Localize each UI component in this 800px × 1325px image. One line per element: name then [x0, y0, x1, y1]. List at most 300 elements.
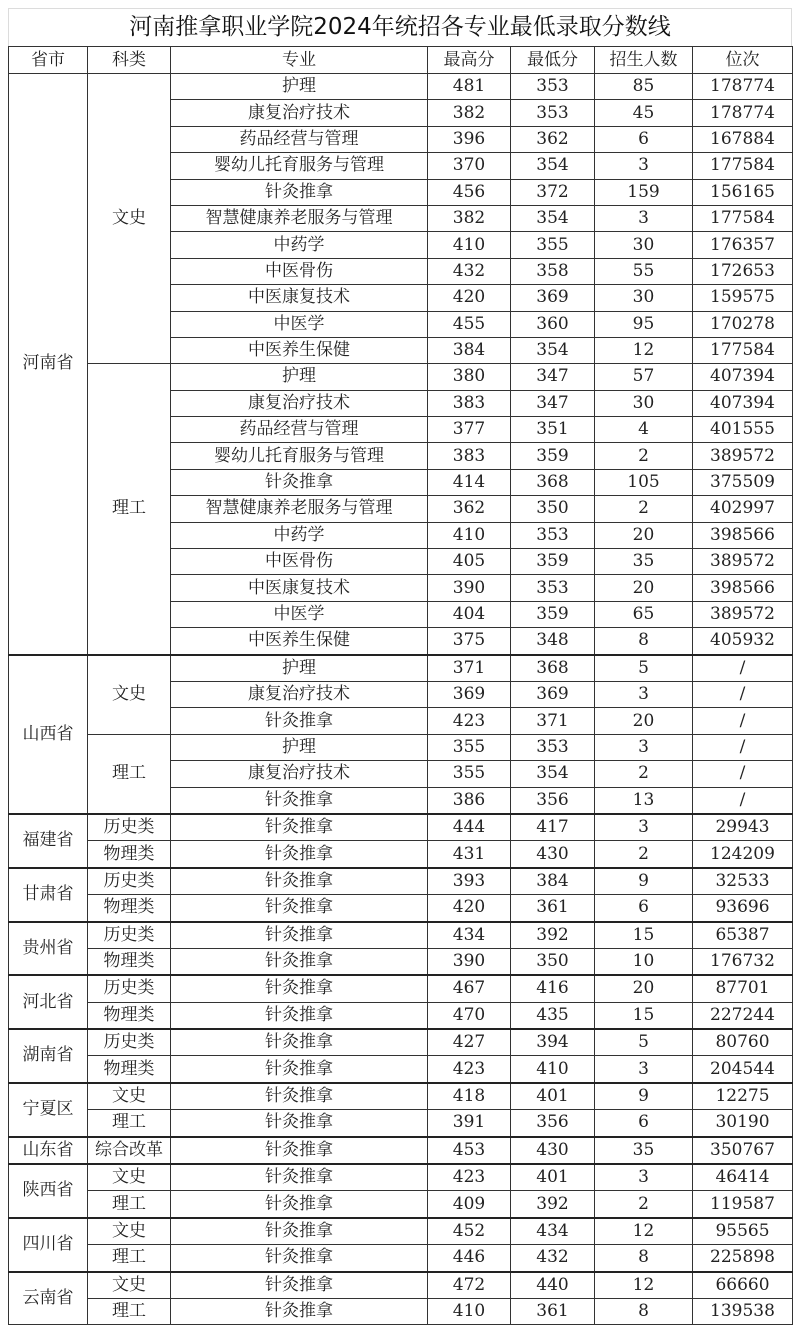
province-cell: 山东省 — [9, 1137, 88, 1164]
min-score-cell: 410 — [511, 1056, 595, 1083]
max-score-cell: 355 — [428, 734, 511, 760]
major-cell: 针灸推拿 — [171, 1029, 428, 1056]
rank-cell: 225898 — [693, 1245, 793, 1272]
min-score-cell: 347 — [511, 364, 595, 390]
table-row — [9, 841, 793, 868]
enrollment-cell: 3 — [595, 734, 693, 760]
major-cell: 针灸推拿 — [171, 787, 428, 814]
enrollment-cell: 45 — [595, 100, 693, 126]
major-cell: 中医骨伤 — [171, 258, 428, 284]
min-score-cell: 348 — [511, 628, 595, 655]
major-cell: 康复治疗技术 — [171, 761, 428, 787]
enrollment-cell: 5 — [595, 1029, 693, 1056]
major-cell: 针灸推拿 — [171, 1137, 428, 1164]
major-cell: 康复治疗技术 — [171, 100, 428, 126]
enrollment-cell: 20 — [595, 975, 693, 1002]
rank-cell: 407394 — [693, 390, 793, 416]
rank-cell: 398566 — [693, 522, 793, 548]
rank-cell: 12275 — [693, 1083, 793, 1110]
enrollment-cell: 6 — [595, 895, 693, 922]
enrollment-cell: 3 — [595, 1056, 693, 1083]
province-cell: 贵州省 — [9, 922, 88, 976]
rank-cell: 389572 — [693, 443, 793, 469]
max-score-cell: 380 — [428, 364, 511, 390]
rank-cell: / — [693, 761, 793, 787]
major-cell: 中医学 — [171, 601, 428, 627]
major-cell: 中医学 — [171, 311, 428, 337]
major-cell: 中药学 — [171, 522, 428, 548]
enrollment-cell: 20 — [595, 708, 693, 734]
min-score-cell: 361 — [511, 895, 595, 922]
max-score-cell: 355 — [428, 761, 511, 787]
enrollment-cell: 3 — [595, 153, 693, 179]
category-cell: 物理类 — [88, 895, 171, 922]
rank-cell: 119587 — [693, 1191, 793, 1218]
max-score-cell: 420 — [428, 895, 511, 922]
rank-cell: / — [693, 655, 793, 682]
category-cell: 物理类 — [88, 1002, 171, 1029]
major-cell: 护理 — [171, 655, 428, 682]
major-cell: 护理 — [171, 364, 428, 390]
province-cell: 云南省 — [9, 1272, 88, 1325]
max-score-cell: 410 — [428, 522, 511, 548]
enrollment-cell: 105 — [595, 469, 693, 495]
min-score-cell: 356 — [511, 787, 595, 814]
min-score-cell: 360 — [511, 311, 595, 337]
enrollment-cell: 12 — [595, 1272, 693, 1299]
min-score-cell: 417 — [511, 814, 595, 841]
category-cell: 理工 — [88, 1191, 171, 1218]
major-cell: 针灸推拿 — [171, 895, 428, 922]
province-cell: 陕西省 — [9, 1164, 88, 1218]
major-cell: 针灸推拿 — [171, 1272, 428, 1299]
enrollment-cell: 2 — [595, 1191, 693, 1218]
category-cell: 物理类 — [88, 841, 171, 868]
header-major: 专业 — [171, 47, 428, 74]
min-score-cell: 354 — [511, 153, 595, 179]
enrollment-cell: 10 — [595, 948, 693, 975]
table-row — [9, 1083, 793, 1110]
table-row — [9, 1272, 793, 1299]
table-row — [9, 734, 793, 760]
rank-cell: 167884 — [693, 126, 793, 152]
rank-cell: 178774 — [693, 74, 793, 100]
rank-cell: 87701 — [693, 975, 793, 1002]
min-score-cell: 350 — [511, 496, 595, 522]
enrollment-cell: 8 — [595, 1245, 693, 1272]
min-score-cell: 371 — [511, 708, 595, 734]
header-category: 科类 — [88, 47, 171, 74]
province-cell: 宁夏区 — [9, 1083, 88, 1137]
major-cell: 针灸推拿 — [171, 841, 428, 868]
table-row — [9, 1029, 793, 1056]
min-score-cell: 354 — [511, 337, 595, 363]
table-row — [9, 814, 793, 841]
category-cell: 物理类 — [88, 948, 171, 975]
min-score-cell: 368 — [511, 655, 595, 682]
rank-cell: 170278 — [693, 311, 793, 337]
max-score-cell: 434 — [428, 922, 511, 949]
table-row — [9, 1110, 793, 1137]
min-score-cell: 359 — [511, 601, 595, 627]
max-score-cell: 375 — [428, 628, 511, 655]
major-cell: 针灸推拿 — [171, 1298, 428, 1324]
min-score-cell: 354 — [511, 205, 595, 231]
max-score-cell: 382 — [428, 205, 511, 231]
min-score-cell: 430 — [511, 841, 595, 868]
enrollment-cell: 6 — [595, 1110, 693, 1137]
enrollment-cell: 2 — [595, 496, 693, 522]
min-score-cell: 369 — [511, 681, 595, 707]
major-cell: 中医康复技术 — [171, 575, 428, 601]
enrollment-cell: 12 — [595, 337, 693, 363]
major-cell: 针灸推拿 — [171, 1245, 428, 1272]
max-score-cell: 404 — [428, 601, 511, 627]
header-enrollment: 招生人数 — [595, 47, 693, 74]
category-cell: 历史类 — [88, 1029, 171, 1056]
enrollment-cell: 15 — [595, 922, 693, 949]
rank-cell: 178774 — [693, 100, 793, 126]
table-row — [9, 74, 793, 100]
category-cell: 历史类 — [88, 922, 171, 949]
min-score-cell: 440 — [511, 1272, 595, 1299]
major-cell: 针灸推拿 — [171, 975, 428, 1002]
min-score-cell: 361 — [511, 1298, 595, 1324]
max-score-cell: 452 — [428, 1218, 511, 1245]
enrollment-cell: 5 — [595, 655, 693, 682]
max-score-cell: 423 — [428, 1164, 511, 1191]
enrollment-cell: 2 — [595, 761, 693, 787]
rank-cell: / — [693, 708, 793, 734]
enrollment-cell: 30 — [595, 390, 693, 416]
table-row — [9, 1164, 793, 1191]
enrollment-cell: 20 — [595, 522, 693, 548]
major-cell: 婴幼儿托育服务与管理 — [171, 153, 428, 179]
min-score-cell: 358 — [511, 258, 595, 284]
rank-cell: / — [693, 734, 793, 760]
min-score-cell: 362 — [511, 126, 595, 152]
max-score-cell: 414 — [428, 469, 511, 495]
enrollment-cell: 9 — [595, 868, 693, 895]
header-province: 省市 — [9, 47, 88, 74]
max-score-cell: 431 — [428, 841, 511, 868]
table-row — [9, 1002, 793, 1029]
min-score-cell: 359 — [511, 549, 595, 575]
major-cell: 针灸推拿 — [171, 1110, 428, 1137]
major-cell: 针灸推拿 — [171, 1191, 428, 1218]
enrollment-cell: 3 — [595, 681, 693, 707]
max-score-cell: 410 — [428, 1298, 511, 1324]
enrollment-cell: 8 — [595, 1298, 693, 1324]
rank-cell: 172653 — [693, 258, 793, 284]
max-score-cell: 383 — [428, 390, 511, 416]
table-row — [9, 1218, 793, 1245]
enrollment-cell: 3 — [595, 814, 693, 841]
max-score-cell: 390 — [428, 948, 511, 975]
score-table — [8, 46, 793, 1325]
rank-cell: 407394 — [693, 364, 793, 390]
category-cell: 理工 — [88, 1110, 171, 1137]
max-score-cell: 446 — [428, 1245, 511, 1272]
min-score-cell: 368 — [511, 469, 595, 495]
major-cell: 针灸推拿 — [171, 179, 428, 205]
table-row — [9, 1137, 793, 1164]
enrollment-cell: 65 — [595, 601, 693, 627]
min-score-cell: 401 — [511, 1083, 595, 1110]
enrollment-cell: 3 — [595, 205, 693, 231]
max-score-cell: 370 — [428, 153, 511, 179]
max-score-cell: 371 — [428, 655, 511, 682]
min-score-cell: 353 — [511, 522, 595, 548]
max-score-cell: 386 — [428, 787, 511, 814]
max-score-cell: 427 — [428, 1029, 511, 1056]
enrollment-cell: 3 — [595, 1164, 693, 1191]
max-score-cell: 405 — [428, 549, 511, 575]
province-cell: 湖南省 — [9, 1029, 88, 1083]
major-cell: 针灸推拿 — [171, 1056, 428, 1083]
major-cell: 针灸推拿 — [171, 469, 428, 495]
major-cell: 智慧健康养老服务与管理 — [171, 205, 428, 231]
max-score-cell: 393 — [428, 868, 511, 895]
major-cell: 针灸推拿 — [171, 708, 428, 734]
enrollment-cell: 20 — [595, 575, 693, 601]
enrollment-cell: 13 — [595, 787, 693, 814]
min-score-cell: 353 — [511, 100, 595, 126]
enrollment-cell: 35 — [595, 549, 693, 575]
enrollment-cell: 35 — [595, 1137, 693, 1164]
rank-cell: 139538 — [693, 1298, 793, 1324]
table-row — [9, 975, 793, 1002]
header-rank: 位次 — [693, 47, 793, 74]
min-score-cell: 384 — [511, 868, 595, 895]
enrollment-cell: 85 — [595, 74, 693, 100]
max-score-cell: 391 — [428, 1110, 511, 1137]
rank-cell: 177584 — [693, 205, 793, 231]
min-score-cell: 353 — [511, 734, 595, 760]
province-cell: 河北省 — [9, 975, 88, 1029]
max-score-cell: 369 — [428, 681, 511, 707]
min-score-cell: 353 — [511, 74, 595, 100]
major-cell: 护理 — [171, 734, 428, 760]
rank-cell: 405932 — [693, 628, 793, 655]
min-score-cell: 351 — [511, 417, 595, 443]
min-score-cell: 394 — [511, 1029, 595, 1056]
province-cell: 山西省 — [9, 655, 88, 814]
major-cell: 婴幼儿托育服务与管理 — [171, 443, 428, 469]
rank-cell: 80760 — [693, 1029, 793, 1056]
rank-cell: 32533 — [693, 868, 793, 895]
category-cell: 历史类 — [88, 814, 171, 841]
min-score-cell: 430 — [511, 1137, 595, 1164]
min-score-cell: 434 — [511, 1218, 595, 1245]
min-score-cell: 401 — [511, 1164, 595, 1191]
rank-cell: 204544 — [693, 1056, 793, 1083]
max-score-cell: 382 — [428, 100, 511, 126]
min-score-cell: 392 — [511, 1191, 595, 1218]
major-cell: 康复治疗技术 — [171, 681, 428, 707]
header-max-score: 最高分 — [428, 47, 511, 74]
min-score-cell: 355 — [511, 232, 595, 258]
max-score-cell: 410 — [428, 232, 511, 258]
enrollment-cell: 30 — [595, 285, 693, 311]
category-cell: 历史类 — [88, 975, 171, 1002]
enrollment-cell: 159 — [595, 179, 693, 205]
max-score-cell: 423 — [428, 708, 511, 734]
major-cell: 中医养生保健 — [171, 628, 428, 655]
max-score-cell: 453 — [428, 1137, 511, 1164]
rank-cell: 176732 — [693, 948, 793, 975]
max-score-cell: 444 — [428, 814, 511, 841]
max-score-cell: 390 — [428, 575, 511, 601]
major-cell: 药品经营与管理 — [171, 126, 428, 152]
max-score-cell: 423 — [428, 1056, 511, 1083]
min-score-cell: 356 — [511, 1110, 595, 1137]
rank-cell: 124209 — [693, 841, 793, 868]
table-body — [9, 74, 793, 1325]
major-cell: 针灸推拿 — [171, 922, 428, 949]
major-cell: 针灸推拿 — [171, 948, 428, 975]
category-cell: 文史 — [88, 1218, 171, 1245]
enrollment-cell: 9 — [595, 1083, 693, 1110]
category-cell: 理工 — [88, 1245, 171, 1272]
rank-cell: / — [693, 681, 793, 707]
rank-cell: 95565 — [693, 1218, 793, 1245]
enrollment-cell: 95 — [595, 311, 693, 337]
rank-cell: 227244 — [693, 1002, 793, 1029]
rank-cell: / — [693, 787, 793, 814]
rank-cell: 176357 — [693, 232, 793, 258]
min-score-cell: 350 — [511, 948, 595, 975]
enrollment-cell: 30 — [595, 232, 693, 258]
rank-cell: 375509 — [693, 469, 793, 495]
category-cell: 文史 — [88, 655, 171, 735]
max-score-cell: 467 — [428, 975, 511, 1002]
enrollment-cell: 55 — [595, 258, 693, 284]
min-score-cell: 369 — [511, 285, 595, 311]
header-row — [9, 47, 793, 74]
page-title: 河南推拿职业学院2024年统招各专业最低录取分数线 — [8, 8, 792, 46]
enrollment-cell: 6 — [595, 126, 693, 152]
enrollment-cell: 8 — [595, 628, 693, 655]
max-score-cell: 432 — [428, 258, 511, 284]
major-cell: 智慧健康养老服务与管理 — [171, 496, 428, 522]
enrollment-cell: 15 — [595, 1002, 693, 1029]
max-score-cell: 455 — [428, 311, 511, 337]
major-cell: 中药学 — [171, 232, 428, 258]
max-score-cell: 383 — [428, 443, 511, 469]
min-score-cell: 347 — [511, 390, 595, 416]
table-row — [9, 895, 793, 922]
province-cell: 河南省 — [9, 74, 88, 655]
enrollment-cell: 4 — [595, 417, 693, 443]
min-score-cell: 354 — [511, 761, 595, 787]
max-score-cell: 396 — [428, 126, 511, 152]
table-row — [9, 948, 793, 975]
category-cell: 理工 — [88, 734, 171, 814]
rank-cell: 46414 — [693, 1164, 793, 1191]
max-score-cell: 418 — [428, 1083, 511, 1110]
enrollment-cell: 2 — [595, 841, 693, 868]
category-cell: 历史类 — [88, 868, 171, 895]
table-row — [9, 868, 793, 895]
table-row — [9, 364, 793, 390]
max-score-cell: 456 — [428, 179, 511, 205]
rank-cell: 398566 — [693, 575, 793, 601]
rank-cell: 66660 — [693, 1272, 793, 1299]
major-cell: 针灸推拿 — [171, 1002, 428, 1029]
major-cell: 护理 — [171, 74, 428, 100]
major-cell: 康复治疗技术 — [171, 390, 428, 416]
max-score-cell: 362 — [428, 496, 511, 522]
major-cell: 针灸推拿 — [171, 1083, 428, 1110]
category-cell: 综合改革 — [88, 1137, 171, 1164]
category-cell: 文史 — [88, 1164, 171, 1191]
enrollment-cell: 57 — [595, 364, 693, 390]
category-cell: 理工 — [88, 364, 171, 655]
major-cell: 针灸推拿 — [171, 1164, 428, 1191]
category-cell: 物理类 — [88, 1056, 171, 1083]
min-score-cell: 392 — [511, 922, 595, 949]
table-row — [9, 1245, 793, 1272]
rank-cell: 177584 — [693, 337, 793, 363]
min-score-cell: 372 — [511, 179, 595, 205]
table-row — [9, 1191, 793, 1218]
rank-cell: 389572 — [693, 601, 793, 627]
category-cell: 理工 — [88, 1298, 171, 1324]
enrollment-cell: 12 — [595, 1218, 693, 1245]
score-sheet — [8, 8, 792, 1325]
major-cell: 中医养生保健 — [171, 337, 428, 363]
max-score-cell: 481 — [428, 74, 511, 100]
max-score-cell: 409 — [428, 1191, 511, 1218]
rank-cell: 156165 — [693, 179, 793, 205]
rank-cell: 65387 — [693, 922, 793, 949]
major-cell: 中医骨伤 — [171, 549, 428, 575]
province-cell: 甘肃省 — [9, 868, 88, 922]
category-cell: 文史 — [88, 74, 171, 364]
min-score-cell: 432 — [511, 1245, 595, 1272]
min-score-cell: 435 — [511, 1002, 595, 1029]
rank-cell: 350767 — [693, 1137, 793, 1164]
max-score-cell: 472 — [428, 1272, 511, 1299]
category-cell: 文史 — [88, 1272, 171, 1299]
major-cell: 针灸推拿 — [171, 1218, 428, 1245]
province-cell: 四川省 — [9, 1218, 88, 1272]
max-score-cell: 384 — [428, 337, 511, 363]
rank-cell: 30190 — [693, 1110, 793, 1137]
rank-cell: 177584 — [693, 153, 793, 179]
major-cell: 中医康复技术 — [171, 285, 428, 311]
max-score-cell: 377 — [428, 417, 511, 443]
rank-cell: 389572 — [693, 549, 793, 575]
major-cell: 针灸推拿 — [171, 868, 428, 895]
major-cell: 针灸推拿 — [171, 814, 428, 841]
table-row — [9, 922, 793, 949]
min-score-cell: 353 — [511, 575, 595, 601]
rank-cell: 402997 — [693, 496, 793, 522]
rank-cell: 401555 — [693, 417, 793, 443]
rank-cell: 159575 — [693, 285, 793, 311]
table-row — [9, 1056, 793, 1083]
header-min-score: 最低分 — [511, 47, 595, 74]
category-cell: 文史 — [88, 1083, 171, 1110]
enrollment-cell: 2 — [595, 443, 693, 469]
max-score-cell: 470 — [428, 1002, 511, 1029]
major-cell: 药品经营与管理 — [171, 417, 428, 443]
rank-cell: 29943 — [693, 814, 793, 841]
table-row — [9, 655, 793, 682]
rank-cell: 93696 — [693, 895, 793, 922]
